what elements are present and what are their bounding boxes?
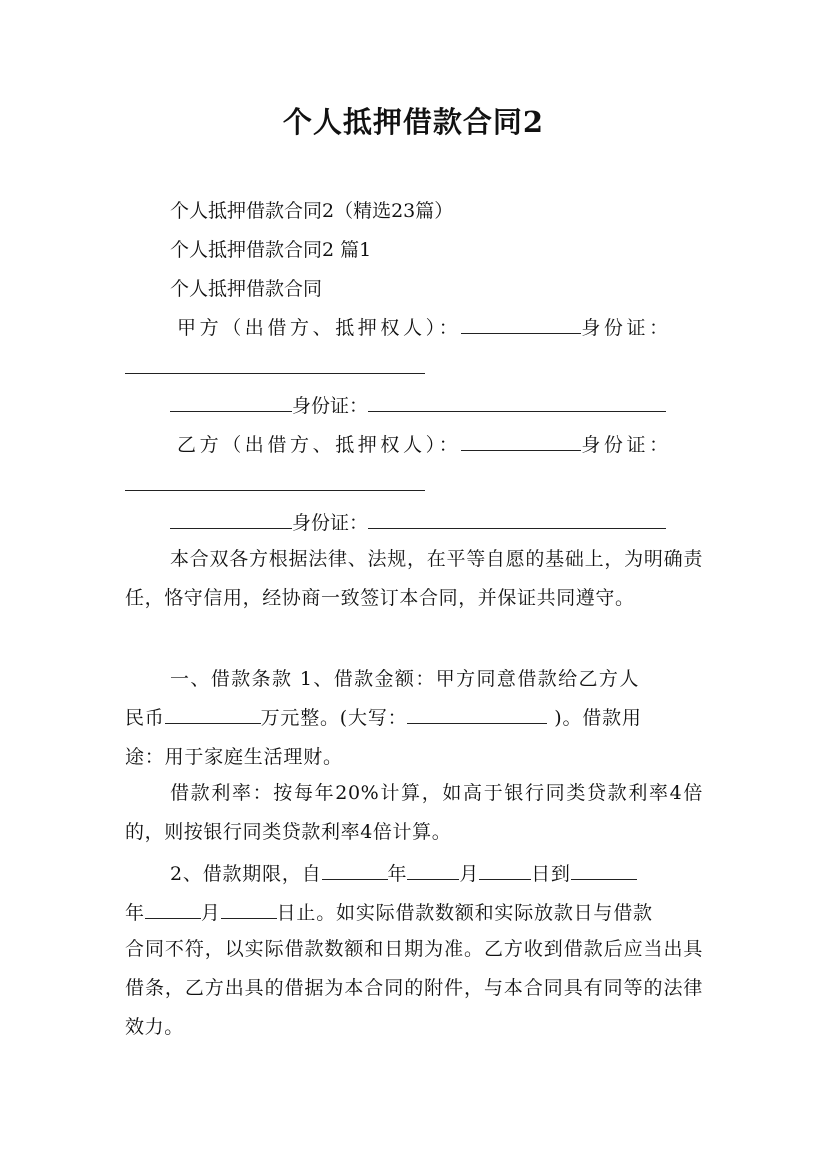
term-line2 bbox=[125, 900, 653, 926]
party-a-name-blank bbox=[461, 316, 581, 334]
party-b-id-blank bbox=[125, 490, 425, 491]
party-b-second-line bbox=[170, 510, 666, 536]
party-a-second-id-label: 身份证： bbox=[292, 395, 369, 417]
party-b-id-label: 身份证： bbox=[581, 434, 672, 456]
term-end-rest: 日止。如实际借款数额和实际放款日与借款 bbox=[276, 902, 653, 924]
term-from-label: 2、借款期限，自 bbox=[170, 863, 322, 885]
contract-name: 个人抵押借款合同 bbox=[170, 278, 323, 300]
term-end-year-label: 年 bbox=[125, 902, 145, 924]
end-month-blank bbox=[145, 901, 201, 919]
end-day-blank bbox=[221, 901, 277, 919]
term-month-label: 月 bbox=[459, 863, 480, 885]
term-paragraph: 合同不符，以实际借款数额和日期为准。乙方收到借款后应当出具借条，乙方出具的借据为本合同的附件，与本合同具有同等的法律效力。 bbox=[125, 938, 703, 1038]
term-day-to-label: 日到 bbox=[531, 863, 571, 885]
party-a-second-name-blank bbox=[170, 394, 292, 412]
party-a-label: 甲方（出借方、抵押权人）： bbox=[177, 317, 462, 339]
party-a-second-id-blank bbox=[368, 394, 666, 412]
party-b-name-blank bbox=[461, 433, 581, 451]
party-b-second-id-blank bbox=[368, 511, 666, 529]
clause1-wan-label: 万元整。(大写： bbox=[260, 707, 408, 729]
clause1-line2 bbox=[125, 705, 642, 731]
section-heading: 个人抵押借款合同2 篇1 bbox=[170, 239, 372, 261]
start-year-blank bbox=[322, 862, 388, 880]
term-end-month-label: 月 bbox=[200, 902, 221, 924]
party-a-id-label: 身份证： bbox=[581, 317, 672, 339]
amount-uppercase-blank bbox=[407, 706, 547, 724]
party-a-second-line bbox=[170, 393, 666, 419]
subtitle: 个人抵押借款合同2（精选23篇） bbox=[170, 200, 454, 222]
term-year-label: 年 bbox=[387, 863, 408, 885]
start-day-blank bbox=[479, 862, 531, 880]
rate-paragraph: 借款利率：按每年20%计算，如高于银行同类贷款利率4倍的，则按银行同类贷款利率4倍计算。 bbox=[125, 782, 703, 843]
clause1-purpose-label: )。借款用 bbox=[547, 707, 642, 729]
term-line1 bbox=[170, 861, 637, 887]
party-b-label: 乙方（出借方、抵押权人）： bbox=[177, 434, 462, 456]
start-month-blank bbox=[407, 862, 459, 880]
clause1-rmb-label: 民币 bbox=[125, 707, 165, 729]
party-a-line bbox=[177, 315, 672, 341]
party-a-id-blank bbox=[125, 373, 425, 374]
document-title: 个人抵押借款合同2 bbox=[282, 105, 545, 139]
party-b-second-id-label: 身份证： bbox=[292, 512, 369, 534]
party-b-second-name-blank bbox=[170, 511, 292, 529]
clause1-line3: 途：用于家庭生活理财。 bbox=[125, 746, 343, 768]
clause1-line1: 一、借款条款 1、借款金额：甲方同意借款给乙方人 bbox=[170, 668, 640, 690]
end-year-blank bbox=[571, 862, 637, 880]
party-b-line bbox=[177, 432, 672, 458]
amount-blank bbox=[165, 706, 261, 724]
intro-paragraph: 本合双各方根据法律、法规，在平等自愿的基础上，为明确责任，恪守信用，经协商一致签订本合同，并保证共同遵守。 bbox=[125, 548, 703, 609]
